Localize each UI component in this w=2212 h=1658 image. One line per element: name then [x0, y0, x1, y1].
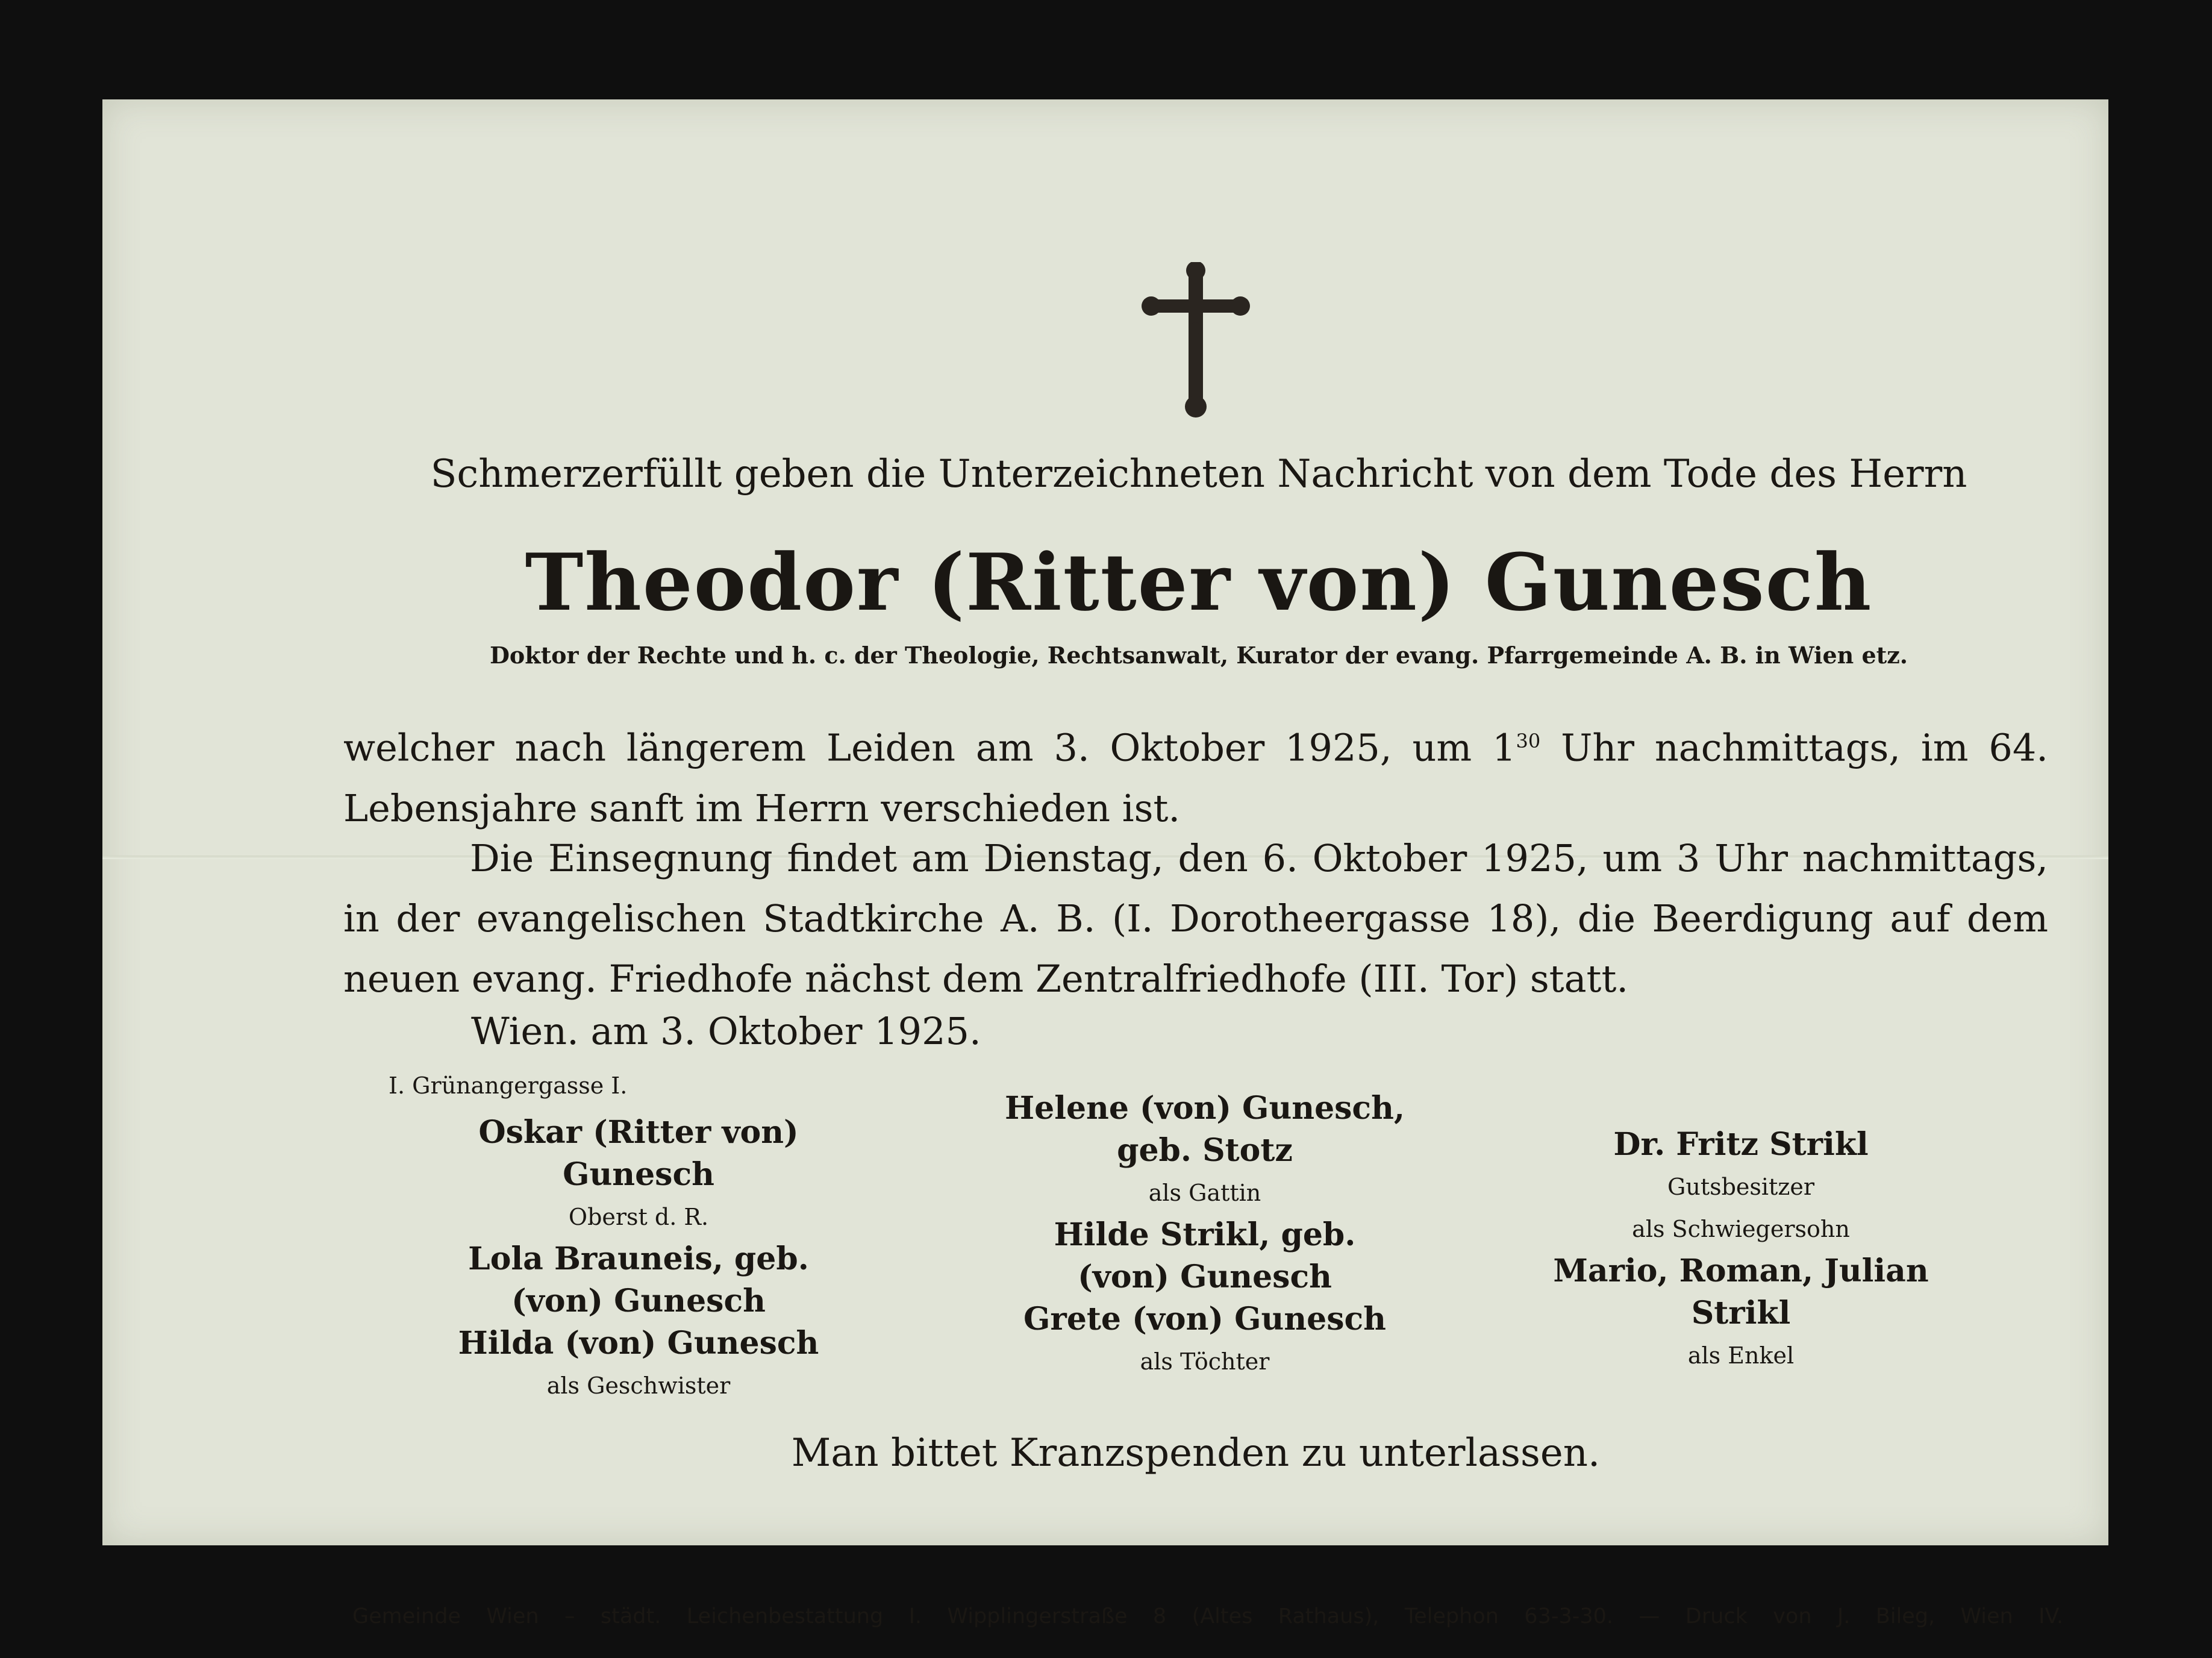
closing-request: Man bittet Kranzspenden zu unterlassen. — [791, 1431, 1601, 1475]
cross-icon — [1142, 262, 1250, 419]
signatory-role: als Geschwister — [546, 1372, 731, 1399]
signatory-name: Grete (von) Gunesch — [1023, 1301, 1386, 1337]
time-superscript: 30 — [1516, 730, 1541, 752]
signatory-name: geb. Stotz — [1117, 1132, 1293, 1169]
paragraph-funeral: Die Einsegnung findet am Dienstag, den 6. Oktober 1925, um 3 Uhr nachmittags, in der evangelischen Stadtkirche A. B. (I. Dorotheergasse 18), die Beerdigung auf dem neuen evang. Friedhofe nächst dem Zentralfriedhofe (III. Tor) statt. — [343, 836, 2048, 1001]
address: I. Grünangergasse I. — [389, 1072, 628, 1099]
signatory-name: Dr. Fritz Strikl — [1613, 1126, 1869, 1163]
signatory-role: Gutsbesitzer — [1667, 1174, 1814, 1200]
obituary-card — [102, 99, 2108, 1628]
deceased-name: Theodor (Ritter von) Gunesch — [525, 536, 1873, 628]
signatory-name: (von) Gunesch — [511, 1283, 766, 1319]
place-date: Wien. am 3. Oktober 1925. — [471, 1009, 981, 1053]
signatory-role: als Enkel — [1687, 1342, 1795, 1369]
paragraph-death-text-a: welcher nach längerem Leiden am 3. Oktober 1925, um 1 — [343, 725, 1516, 770]
signatory-role: als Schwiegersohn — [1632, 1216, 1850, 1242]
signatory-name: Mario, Roman, Julian Strikl — [1553, 1253, 1929, 1331]
printer-footer: Gemeinde Wien – städt. Leichenbestattung I. Wipplingerstraße 8 (Altes Rathaus), Telephon 63-3-30. — Druck von J. Bileg, Wien IV. — [352, 1604, 2063, 1628]
signatories-right — [1512, 1124, 1970, 1377]
paragraph-death-text-b: Uhr nachmittags, im 64. Lebensjahre sanft im Herrn verschieden ist. — [343, 725, 2048, 830]
deceased-titles: Doktor der Rechte und h. c. der Theologie, Rechtsanwalt, Kurator der evang. Pfarrgemeinde A. B. in Wien etz. — [489, 642, 1908, 669]
signatory-name: Hilde Strikl, geb. — [1054, 1216, 1356, 1253]
signatory-role: als Töchter — [1140, 1348, 1270, 1375]
signatory-name: Oskar (Ritter von) Gunesch — [478, 1114, 799, 1193]
signatories-middle — [976, 1087, 1434, 1383]
signatory-role: Oberst d. R. — [568, 1204, 709, 1230]
signatory-name: (von) Gunesch — [1078, 1259, 1332, 1295]
announcement-intro: Schmerzerfüllt geben die Unterzeichneten Nachricht von dem Tode des Herrn — [430, 452, 1967, 496]
signatories-left — [410, 1112, 867, 1407]
signatory-name: Lola Brauneis, geb. — [468, 1240, 809, 1277]
signatory-role: als Gattin — [1148, 1180, 1261, 1206]
signatory-name: Helene (von) Gunesch, — [1004, 1090, 1405, 1127]
paragraph-death — [343, 711, 2048, 839]
signatory-name: Hilda (von) Gunesch — [458, 1325, 819, 1362]
